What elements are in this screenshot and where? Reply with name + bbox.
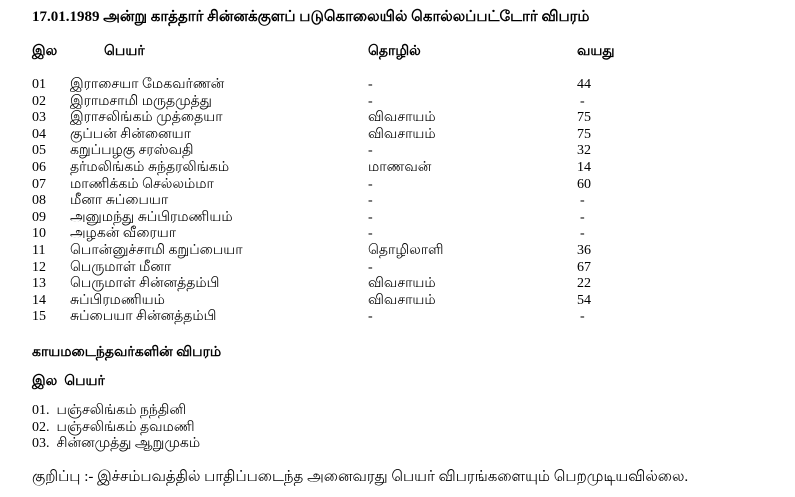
header-age: வயது (577, 44, 615, 59)
row-age: 54 (577, 292, 591, 308)
row-name: சுப்பிரமணியம் (70, 292, 165, 308)
table-row (0, 144, 795, 161)
table-row (0, 294, 795, 311)
row-occupation: விவசாயம் (368, 126, 436, 142)
row-number: 15 (32, 309, 46, 325)
row-number: 08 (32, 193, 46, 209)
row-occupation: - (368, 93, 373, 109)
row-age: 14 (577, 160, 591, 175)
table-row (0, 227, 795, 244)
row-age: 32 (577, 143, 591, 159)
table-row (0, 78, 795, 95)
row-occupation: விவசாயம் (368, 276, 436, 292)
table-row (0, 178, 795, 195)
row-number: 13 (32, 276, 46, 292)
injured-section-header: இல பெயர் (32, 374, 105, 389)
row-number: 02 (32, 93, 46, 109)
row-name: பொன்னுச்சாமி கறுப்பையா (70, 243, 243, 258)
row-age: 36 (577, 243, 591, 258)
row-age: 75 (577, 110, 591, 126)
row-name: இராசலிங்கம் முத்தையா (70, 110, 223, 126)
row-occupation: - (368, 259, 373, 275)
row-number: 11 (32, 243, 46, 258)
row-number: 07 (32, 176, 46, 192)
row-name: மீனா சுப்பையா (70, 193, 169, 209)
injured-item: 03. சின்னமுத்து ஆறுமுகம் (32, 436, 201, 451)
row-number: 03 (32, 110, 46, 126)
row-age: 22 (577, 276, 591, 292)
row-occupation: - (368, 143, 373, 159)
footnote: குறிப்பு :- இச்சம்பவத்தில் பாதிப்படைந்த அனைவரது பெயர் விபரங்களையும் பெறமுடியவில்லை. (32, 469, 689, 485)
row-occupation: - (368, 176, 373, 192)
header-number: இல (32, 44, 58, 59)
row-occupation: - (368, 193, 373, 209)
row-age: 60 (577, 176, 591, 192)
row-occupation: - (368, 309, 373, 325)
table-row (0, 194, 795, 211)
row-name: கறுப்பழகு சரஸ்வதி (70, 143, 194, 159)
table-row (0, 95, 795, 112)
row-occupation: விவசாயம் (368, 110, 436, 126)
row-name: இராமசாமி மருதமுத்து (70, 93, 212, 109)
row-name: இராசையா மேகவர்ணன் (70, 77, 225, 92)
table-row (0, 211, 795, 228)
table-row (0, 261, 795, 278)
row-occupation: மாணவன் (368, 160, 432, 175)
table-row (0, 111, 795, 128)
injured-item: 01. பஞ்சலிங்கம் நந்தினி (32, 403, 187, 418)
row-age: - (580, 93, 585, 109)
injured-section-title: காயமடைந்தவர்களின் விபரம் (32, 345, 222, 360)
row-name: குப்பன் சின்னையா (70, 126, 191, 142)
row-name: தர்மலிங்கம் சுந்தரலிங்கம் (70, 160, 230, 175)
row-number: 06 (32, 160, 46, 175)
header-occupation: தொழில் (368, 44, 421, 59)
row-occupation: - (368, 209, 373, 225)
row-age: 67 (577, 259, 591, 275)
injured-item: 02. பஞ்சலிங்கம் தவமணி (32, 419, 195, 435)
row-number: 12 (32, 259, 46, 275)
row-age: - (580, 209, 585, 225)
row-age: - (580, 309, 585, 325)
row-name: பெருமாள் சின்னத்தம்பி (70, 276, 220, 292)
table-row (0, 310, 795, 327)
document-title: 17.01.1989 அன்று காத்தார் சின்னக்குளப் படுகொலையில் கொல்லப்பட்டோர் விபரம் (32, 9, 590, 25)
row-occupation: - (368, 77, 373, 92)
table-row (0, 161, 795, 178)
row-age: - (580, 193, 585, 209)
row-occupation: விவசாயம் (368, 292, 436, 308)
row-name: மாணிக்கம் செல்லம்மா (70, 176, 214, 192)
table-row (0, 244, 795, 261)
row-name: அனுமந்து சுப்பிரமணியம் (70, 209, 233, 225)
row-number: 01 (32, 77, 46, 92)
row-occupation: தொழிலாளி (368, 243, 444, 258)
row-name: சுப்பையா சின்னத்தம்பி (70, 309, 217, 325)
row-age: - (580, 226, 585, 242)
row-number: 14 (32, 292, 46, 308)
row-occupation: - (368, 226, 373, 242)
table-row (0, 128, 795, 145)
table-row (0, 277, 795, 294)
row-number: 10 (32, 226, 46, 242)
row-number: 09 (32, 209, 46, 225)
row-name: அழகன் வீரையா (70, 226, 177, 242)
row-number: 04 (32, 126, 46, 142)
header-name: பெயர் (104, 44, 145, 59)
row-age: 44 (577, 77, 591, 92)
row-age: 75 (577, 126, 591, 142)
row-number: 05 (32, 143, 46, 159)
row-name: பெருமாள் மீனா (70, 259, 172, 275)
